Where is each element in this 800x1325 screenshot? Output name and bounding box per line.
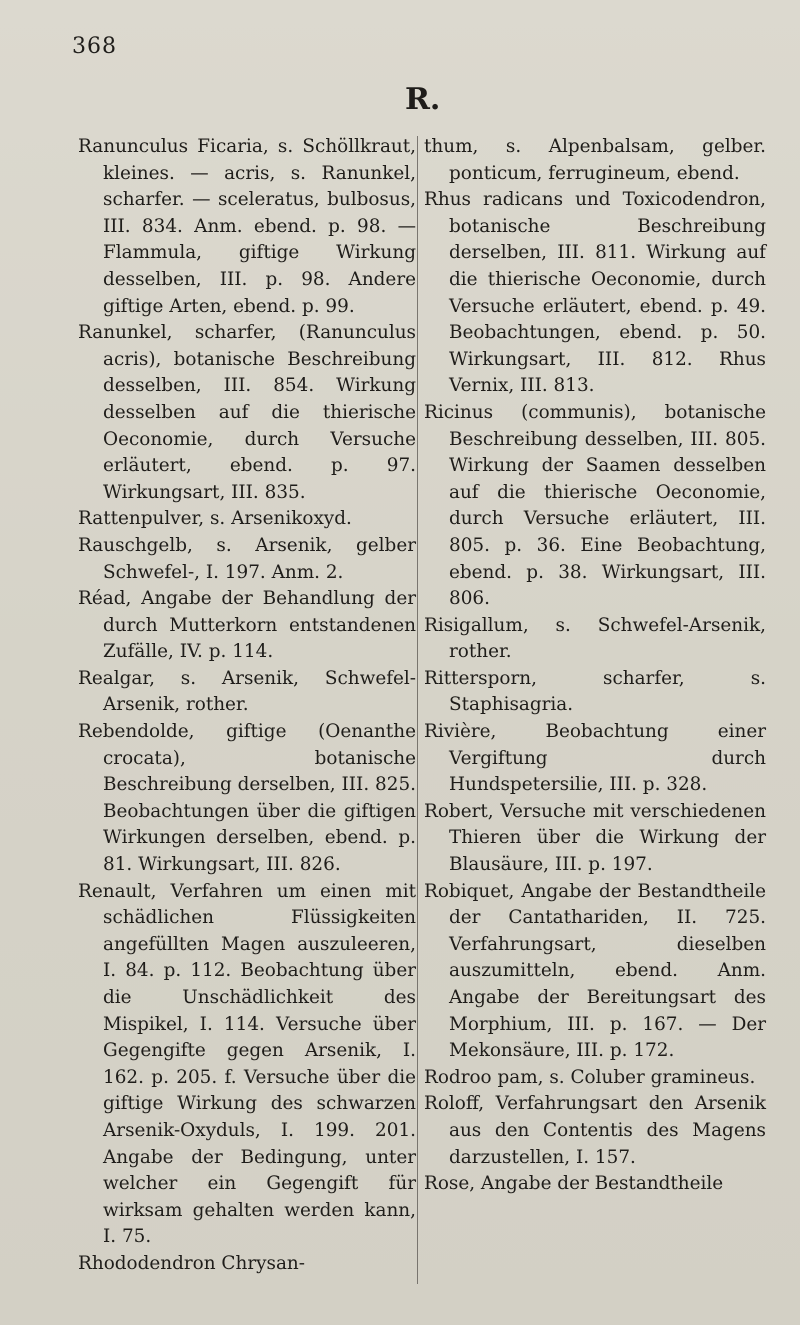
index-entry: Rhododendron Chrysan-: [78, 1252, 305, 1274]
index-entry: Renault, Verfahren um einen mit schädlichen Flüssigkeiten angefüllten Magen auszuleeren, I. 84. p. 112. Beobachtung über die Unschädlichkeit des Mispikel, I. 114. Versuche über Gegengifte gegen Arsenik, I. 162. p. 205. f. Versuche über die giftige Wirkung des schwarzen Arsenik-Oxyduls, I. 199. 201. Angabe der Bedingung, unter welcher ein Gegengift für wirksam gehalten werden kann, I. 75.: [78, 880, 416, 1248]
index-entry: thum, s. Alpenbalsam, gelber. ponticum, ferrugineum, ebend.: [424, 136, 766, 184]
right-column: [424, 134, 766, 1198]
index-entry: Rodroo pam, s. Coluber gramineus.: [424, 1066, 756, 1088]
index-entry: Ranunculus Ficaria, s. Schöllkraut, kleines. — acris, s. Ranunkel, scharfer. — sceleratus, bulbosus, III. 834. Anm. ebend. p. 98. — Flammula, giftige Wirkung desselben, III. p. 98. Andere giftige Arten, ebend. p. 99.: [78, 136, 416, 317]
index-entry: Rivière, Beobachtung einer Vergiftung durch Hundspetersilie, III. p. 328.: [424, 721, 766, 796]
index-entry: Risigallum, s. Schwefel-Arsenik, rother.: [424, 614, 766, 663]
index-entry: Ranunkel, scharfer, (Ranunculus acris), botanische Beschreibung desselben, III. 854. Wirkung desselben auf die thierische Oeconomie, durch Versuche erläutert, ebend. p. 97. Wirkungsart, III. 835.: [78, 322, 416, 503]
index-entry: Rebendolde, giftige (Oenanthe crocata), botanische Beschreibung derselben, III. 825. Beobachtungen über die giftigen Wirkungen derselben, ebend. p. 81. Wirkungsart, III. 826.: [78, 721, 416, 876]
index-entry: Réad, Angabe der Behandlung der durch Mutterkorn entstandenen Zufälle, IV. p. 114.: [78, 588, 416, 663]
index-entry: Rattenpulver, s. Arsenikoxyd.: [78, 508, 352, 530]
index-entry: Realgar, s. Arsenik, Schwefel-Arsenik, rother.: [78, 667, 416, 716]
index-entry: Rauschgelb, s. Arsenik, gelber Schwefel-, I. 197. Anm. 2.: [78, 534, 416, 583]
section-letter: R.: [405, 82, 441, 117]
index-entry: Roloff, Verfahrungsart den Arsenik aus den Contentis des Magens darzustellen, I. 157.: [424, 1093, 766, 1168]
left-column: [78, 134, 416, 1278]
index-entry: Ricinus (communis), botanische Beschreibung desselben, III. 805. Wirkung der Saamen desselben auf die thierische Oeconomie, durch Versuche erläutert, III. 805. p. 36. Eine Beobachtung, ebend. p. 38. Wirkungsart, III. 806.: [424, 401, 766, 610]
index-entry: Robiquet, Angabe der Bestandtheile der Cantathariden, II. 725. Verfahrungsart, dieselben auszumitteln, ebend. Anm. Angabe der Bereitungsart des Morphium, III. p. 167. — Der Mekonsäure, III. p. 172.: [424, 880, 766, 1062]
index-entry: Rhus radicans und Toxicodendron, botanische Beschreibung derselben, III. 811. Wirkung auf die thierische Oeconomie, durch Versuche erläutert, ebend. p. 49. Beobachtungen, ebend. p. 50. Wirkungsart, III. 812. Rhus Vernix, III. 813.: [424, 189, 766, 397]
page-number: 368: [72, 34, 117, 59]
index-entry: Rittersporn, scharfer, s. Staphisagria.: [424, 667, 766, 716]
index-entry: Robert, Versuche mit verschiedenen Thieren über die Wirkung der Blausäure, III. p. 197.: [424, 800, 766, 876]
index-entry: Rose, Angabe der Bestandtheile: [424, 1173, 724, 1195]
column-divider: [417, 136, 418, 1284]
